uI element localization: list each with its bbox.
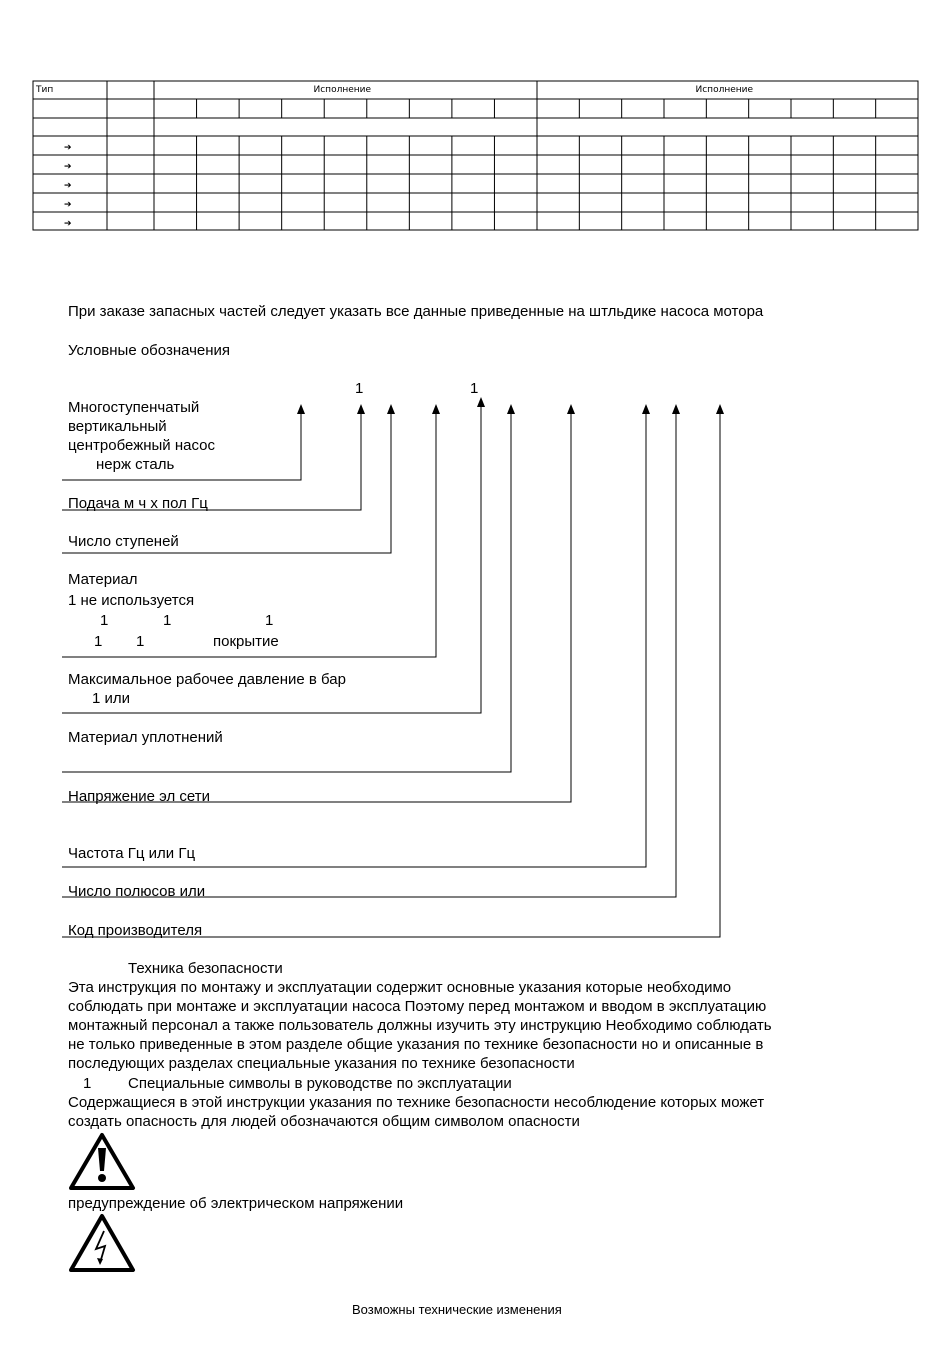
material-mark: 1	[163, 612, 172, 629]
arrow-head	[432, 404, 440, 414]
pump-line: центробежный насос	[68, 437, 215, 454]
table-arrow-icon: ➔	[64, 162, 72, 172]
arrow-head	[716, 404, 724, 414]
safety-sub-number: 1	[83, 1075, 92, 1092]
pump-line: нерж сталь	[96, 456, 175, 473]
arrow-head	[357, 404, 365, 414]
voltage-label: Напряжение эл сети	[68, 788, 210, 805]
electric-warning-label: предупреждение об электрическом напряжении	[68, 1195, 404, 1212]
stages-label: Число ступеней	[68, 533, 179, 550]
pressure-title: Максимальное рабочее давление в бар	[68, 671, 346, 688]
pressure-line: 1 или	[92, 690, 131, 707]
electric-voltage-icon	[67, 1212, 137, 1274]
table-arrow-icon: ➔	[64, 143, 72, 153]
frequency-label: Частота Гц или Гц	[68, 845, 196, 862]
arrow-head	[672, 404, 680, 414]
material-mark: 1	[136, 633, 145, 650]
safety-intro: Эта инструкция по монтажу и эксплуатации содержит основные указания которые необходимо соблюдать при монтаже и эксплуатации насоса Поэтому перед монтажом и вводом в эксплуатацию монтажный персонал а также пользователь должны изучить эту инструкцию Необходимо соблюдать не только приведенные в этом разделе общие указания по технике безопасности но и описанные в последующих разделах специальные указания по технике безопасности	[68, 979, 772, 1072]
table-arrow-icon: ➔	[64, 219, 72, 229]
table-header-type: Тип	[36, 85, 54, 95]
table-header-group: Исполнение	[695, 85, 754, 95]
material-title: Материал	[68, 571, 138, 588]
material-mark: 1	[94, 633, 103, 650]
seal-material-label: Материал уплотнений	[68, 729, 223, 746]
table-arrow-icon: ➔	[64, 200, 72, 210]
footer-note: Возможны технические изменения	[352, 1302, 562, 1317]
flow-label: Подача м ч х пол Гц	[68, 495, 208, 512]
arrow-head	[642, 404, 650, 414]
pump-line: вертикальный	[68, 418, 167, 435]
arrow-head	[297, 404, 305, 414]
code-mark-2: 1	[470, 380, 479, 397]
table-arrow-icon: ➔	[64, 181, 72, 191]
code-mark-1: 1	[355, 380, 364, 397]
poles-label: Число полюсов или	[68, 883, 206, 900]
arrow-head	[507, 404, 515, 414]
material-mark: 1	[100, 612, 109, 629]
order-note: При заказе запасных частей следует указать все данные приведенные на штльдике насоса мотора	[68, 303, 764, 320]
material-coating: покрытие	[213, 633, 279, 650]
safety-symbols-text: Содержащиеся в этой инструкции указания по технике безопасности несоблюдение которых может создать опасность для людей обозначаются общим символом опасности	[68, 1094, 765, 1130]
pump-line: Многоступенчатый	[68, 399, 200, 416]
table-header-group: Исполнение	[313, 85, 372, 95]
legend-title: Условные обозначения	[68, 342, 231, 359]
arrow-head	[477, 397, 485, 407]
arrow-head	[567, 404, 575, 414]
manufacturer-code-label: Код производителя	[68, 922, 203, 939]
arrow-head	[387, 404, 395, 414]
material-mark: 1	[265, 612, 274, 629]
safety-heading: Техника безопасности	[128, 960, 283, 977]
material-line: 1 не используется	[68, 592, 195, 609]
safety-sub-heading: Специальные символы в руководстве по эксплуатации	[128, 1075, 512, 1092]
general-danger-icon	[67, 1131, 137, 1191]
